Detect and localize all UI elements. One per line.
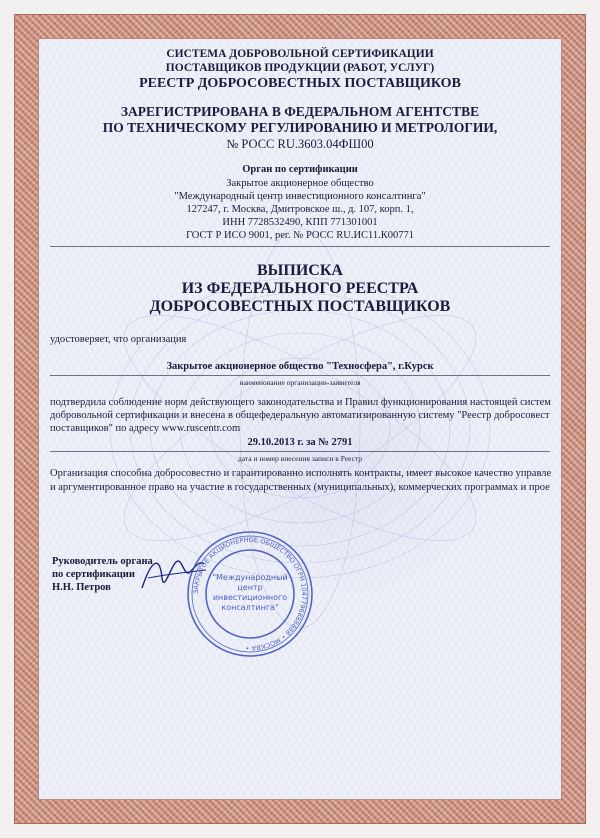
organization-caption: наименование организации-заявителя bbox=[239, 378, 361, 387]
extract-title-line-2: ИЗ ФЕДЕРАЛЬНОГО РЕЕСТРА bbox=[181, 280, 419, 297]
statement-line-1: Организация способна добросовестно и гарантированно исполнять контракты, имеет высокое качество управле bbox=[50, 468, 552, 479]
stamp-center-3: инвестиционного bbox=[212, 593, 288, 602]
organization-underline bbox=[50, 375, 550, 376]
certifies-text: удостоверяет, что организация bbox=[50, 334, 187, 345]
entry-underline bbox=[50, 451, 550, 452]
statement-line-2: и аргументированное право на участие в государственных (муниципальных), коммерческих программах и прое bbox=[50, 482, 550, 493]
cert-body-line-1: Закрытое акционерное общество bbox=[226, 178, 374, 189]
registration-number: № РОСС RU.З603.04ФШ00 bbox=[226, 137, 374, 151]
confirmation-line-3: поставщиков" по адресу www.ruscentr.com bbox=[50, 423, 241, 434]
stamp-center-4: консалтинга" bbox=[221, 603, 279, 612]
stamp-center-1: "Международный bbox=[212, 573, 288, 582]
cert-body-title: Орган по сертификации bbox=[242, 164, 358, 175]
entry-value: 29.10.2013 г. за № 2791 bbox=[247, 437, 353, 448]
entry-caption: дата и номер внесения записи в Реестр bbox=[237, 454, 363, 463]
confirmation-line-1: подтвердила соблюдение норм действующего законодательства и Правил функционирования настоящей систем bbox=[50, 397, 551, 408]
cert-body-line-3: 127247, г. Москва, Дмитровское ш., д. 107, корп. 1, bbox=[186, 204, 414, 215]
organization-name: Закрытое акционерное общество "Техносфера", г.Курск bbox=[166, 361, 434, 372]
signature-line-1: Руководитель органа bbox=[52, 556, 153, 567]
divider bbox=[50, 246, 550, 247]
header-line-1: СИСТЕМА ДОБРОВОЛЬНОЙ СЕРТИФИКАЦИИ bbox=[166, 48, 434, 60]
signature-line-2: по сертификации bbox=[52, 569, 135, 580]
signature-line-3: Н.Н. Петров bbox=[52, 582, 111, 593]
extract-title-line-3: ДОБРОСОВЕСТНЫХ ПОСТАВЩИКОВ bbox=[149, 298, 451, 315]
stamp-center-2: центр bbox=[237, 583, 263, 592]
registration-line-1: ЗАРЕГИСТРИРОВАНА В ФЕДЕРАЛЬНОМ АГЕНТСТВЕ bbox=[120, 104, 480, 119]
official-stamp bbox=[184, 528, 316, 660]
cert-body-line-2: "Международный центр инвестиционного консалтинга" bbox=[174, 191, 426, 202]
confirmation-line-2: добровольной сертификации и внесена в общефедеральную автоматизированную систему "Реестр добросовест bbox=[50, 410, 550, 421]
stamp-ring-text: ЗАКРЫТОЕ АКЦИОНЕРНОЕ ОБЩЕСТВО ОГРН 1047796888888 • МОСКВА • bbox=[191, 535, 309, 653]
header-line-2: ПОСТАВЩИКОВ ПРОДУКЦИИ (РАБОТ, УСЛУГ) bbox=[165, 62, 435, 74]
cert-body-line-4: ИНН 7728532490, КПП 771301001 bbox=[222, 217, 378, 228]
extract-title-line-1: ВЫПИСКА bbox=[257, 262, 343, 279]
registration-line-2: ПО ТЕХНИЧЕСКОМУ РЕГУЛИРОВАНИЮ И МЕТРОЛОГИИ, bbox=[102, 120, 498, 135]
header-line-3: РЕЕСТР ДОБРОСОВЕСТНЫХ ПОСТАВЩИКОВ bbox=[139, 76, 461, 91]
cert-body-line-5: ГОСТ Р ИСО 9001, рег. № РОСС RU.ИС11.К00771 bbox=[185, 230, 415, 241]
